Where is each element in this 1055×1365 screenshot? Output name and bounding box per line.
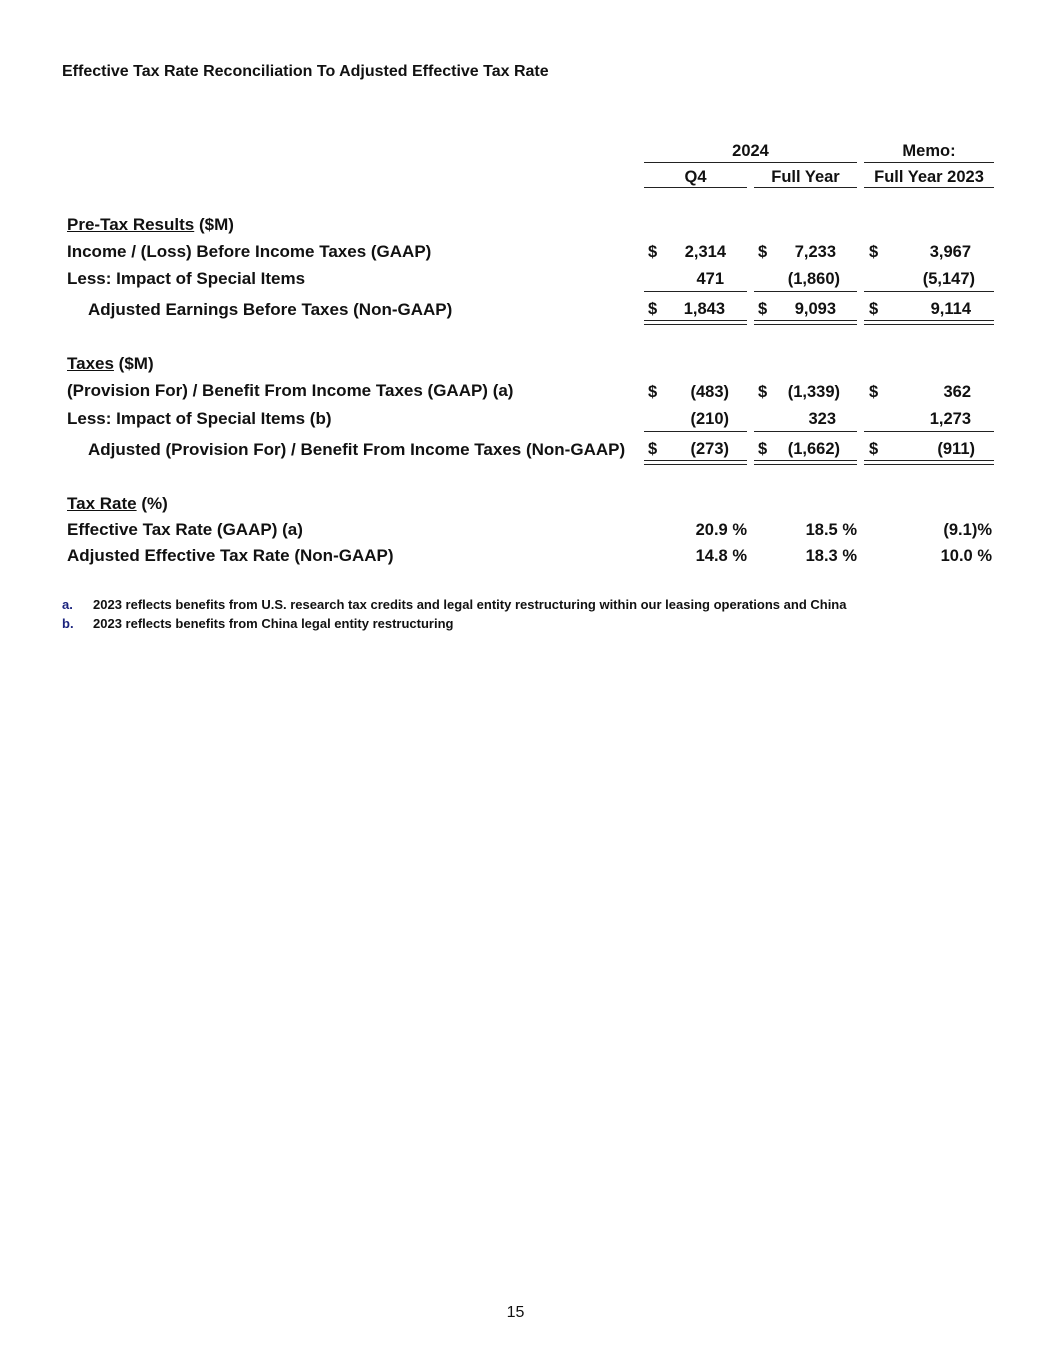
subtotal-rule — [644, 291, 747, 292]
page-number: 15 — [506, 1304, 525, 1321]
currency-sign: $ — [758, 243, 768, 261]
value-q4: (483) — [690, 383, 729, 401]
value-q4: 1,843 — [683, 300, 725, 318]
footnote-letter: b. — [62, 616, 74, 631]
section-heading-taxes-title: Taxes — [67, 354, 114, 373]
value-q4: (273) — [690, 440, 729, 458]
section-heading-taxes-unit: ($M) — [113, 354, 154, 373]
footnote-text: 2023 reflects benefits from China legal entity restructuring — [93, 616, 454, 631]
value-memo: 10.0 % — [940, 547, 992, 565]
section-heading-pretax — [67, 215, 234, 235]
header-col-q4: Q4 — [684, 168, 707, 186]
header-memo: Memo: — [902, 142, 956, 160]
value-fy: 9,093 — [794, 300, 836, 318]
header-col-memo: Full Year 2023 — [874, 168, 984, 186]
currency-sign: $ — [648, 243, 658, 261]
value-memo: 362 — [943, 383, 971, 401]
row-label: Effective Tax Rate (GAAP) (a) — [67, 520, 303, 539]
currency-sign: $ — [869, 440, 879, 458]
row-label: Income / (Loss) Before Income Taxes (GAAP) — [67, 242, 432, 261]
total-double-rule — [864, 320, 994, 325]
value-memo: (911) — [937, 440, 975, 458]
section-heading-taxrate-title: Tax Rate — [67, 494, 137, 513]
value-memo: 3,967 — [929, 243, 971, 261]
subtotal-rule — [754, 431, 857, 432]
value-fy: (1,662) — [787, 440, 840, 458]
subtotal-rule — [864, 431, 994, 432]
header-col-memo-rule — [864, 187, 994, 188]
subtotal-rule — [644, 431, 747, 432]
currency-sign: $ — [758, 440, 768, 458]
value-fy: 18.5 % — [805, 521, 857, 539]
header-memo-rule — [864, 162, 994, 163]
value-q4: 20.9 % — [695, 521, 747, 539]
currency-sign: $ — [869, 243, 879, 261]
value-memo: 1,273 — [929, 410, 971, 428]
section-heading-taxrate-unit: (%) — [136, 494, 168, 513]
currency-sign: $ — [648, 383, 658, 401]
section-heading-taxrate — [67, 494, 168, 514]
section-heading-pretax-title: Pre-Tax Results — [67, 215, 195, 234]
value-q4: 14.8 % — [695, 547, 747, 565]
value-q4: (210) — [690, 410, 729, 428]
header-year: 2024 — [732, 142, 769, 160]
footnote-letter: a. — [62, 597, 73, 612]
value-q4: 2,314 — [684, 243, 726, 261]
value-memo: 9,114 — [930, 300, 971, 318]
currency-sign: $ — [869, 383, 879, 401]
currency-sign: $ — [648, 440, 658, 458]
value-fy: (1,339) — [787, 383, 840, 401]
row-label: Less: Impact of Special Items — [67, 269, 306, 288]
total-double-rule — [864, 460, 994, 465]
total-double-rule — [754, 460, 857, 465]
total-double-rule — [644, 460, 747, 465]
total-double-rule — [644, 320, 747, 325]
page-title: Effective Tax Rate Reconciliation To Adjusted Effective Tax Rate — [62, 63, 549, 80]
currency-sign: $ — [758, 383, 768, 401]
subtotal-rule — [754, 291, 857, 292]
value-fy: 7,233 — [794, 243, 836, 261]
header-col-q4-rule — [644, 187, 747, 188]
value-fy: (1,860) — [787, 270, 840, 288]
footnote-text: 2023 reflects benefits from U.S. research tax credits and legal entity restructuring within our leasing operations and China — [93, 597, 847, 612]
section-heading-taxes — [67, 354, 154, 374]
section-heading-pretax-unit: ($M) — [194, 215, 234, 234]
row-label: Less: Impact of Special Items (b) — [67, 409, 332, 428]
header-col-fy-rule — [754, 187, 857, 188]
currency-sign: $ — [648, 300, 658, 318]
subtotal-rule — [864, 291, 994, 292]
value-memo: (9.1)% — [943, 521, 992, 539]
value-q4: 471 — [696, 270, 724, 288]
value-fy: 18.3 % — [805, 547, 857, 565]
row-label: Adjusted (Provision For) / Benefit From Income Taxes (Non-GAAP) — [88, 440, 626, 459]
value-fy: 323 — [808, 410, 836, 428]
value-memo: (5,147) — [922, 270, 975, 288]
row-label: Adjusted Effective Tax Rate (Non-GAAP) — [67, 546, 394, 565]
currency-sign: $ — [758, 300, 768, 318]
header-col-fy: Full Year — [771, 168, 840, 186]
row-label: (Provision For) / Benefit From Income Taxes (GAAP) (a) — [67, 381, 514, 400]
header-year-rule — [644, 162, 857, 163]
currency-sign: $ — [869, 300, 879, 318]
total-double-rule — [754, 320, 857, 325]
row-label: Adjusted Earnings Before Taxes (Non-GAAP) — [88, 300, 453, 319]
